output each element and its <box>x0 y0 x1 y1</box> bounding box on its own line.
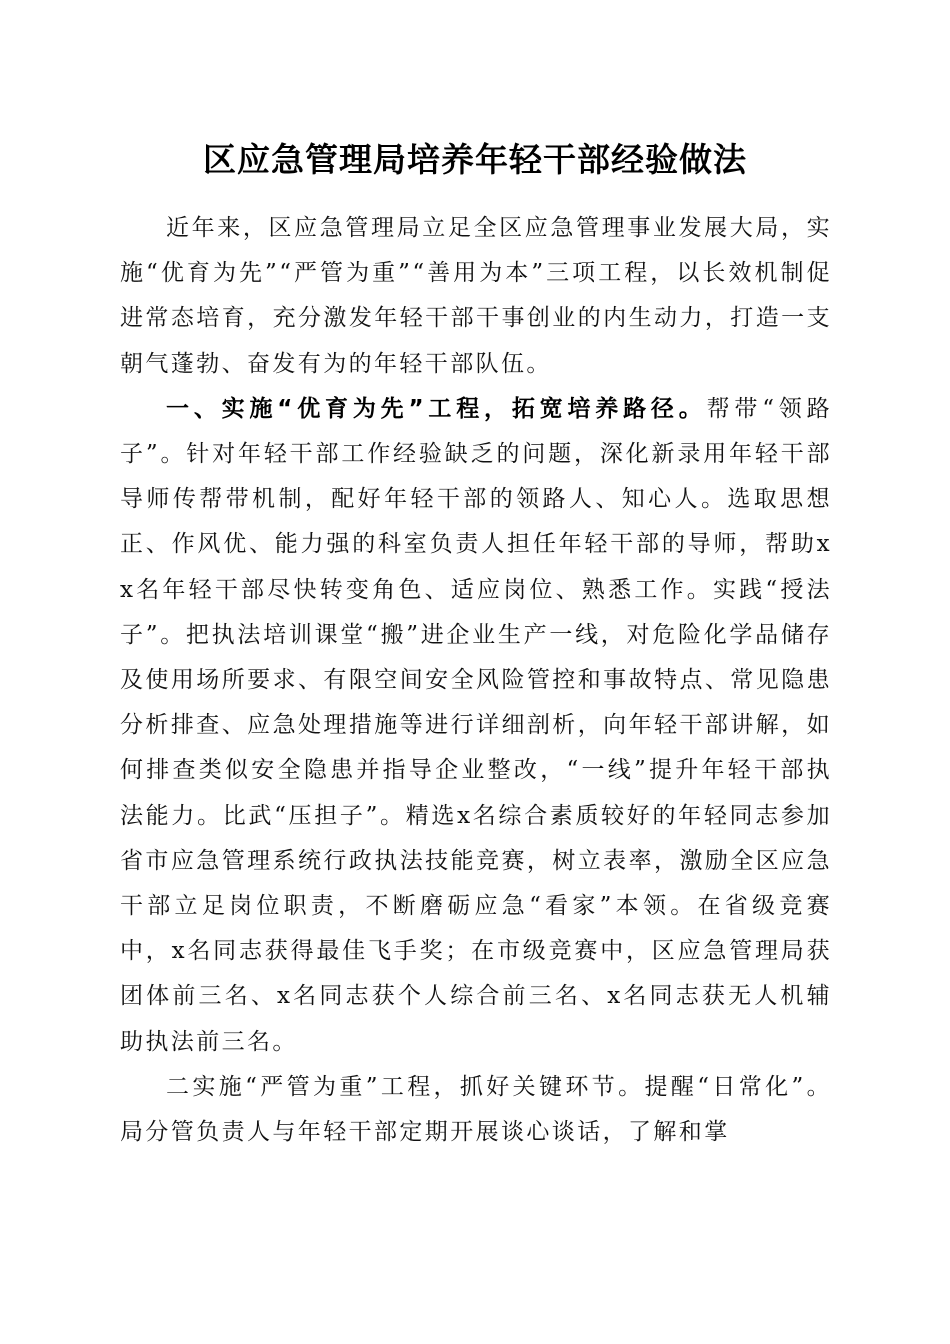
document-body <box>120 206 832 1155</box>
paragraph-lead: 一、实施“优育为先”工程，拓宽培养路径。 <box>166 395 707 422</box>
paragraph-section-2 <box>120 1065 832 1155</box>
paragraph-section-1 <box>120 387 832 1065</box>
paragraph-text: 二实施“严管为重”工程，抓好关键环节。提醒“日常化”。局分管负责人与年轻干部定期开展谈心谈话，了解和掌 <box>120 1073 832 1146</box>
paragraph-intro <box>120 206 832 387</box>
paragraph-text: 帮带“领路子”。针对年轻干部工作经验缺乏的问题，深化新录用年轻干部导师传帮带机制，配好年轻干部的领路人、知心人。选取思想正、作风优、能力强的科室负责人担任年轻干部的导师，帮助xx名年轻干部尽快转变角色、适应岗位、熟悉工作。实践“授法子”。把执法培训课堂“搬”进企业生产一线，对危险化学品储存及使用场所要求、有限空间安全风险管控和事故特点、常见隐患分析排查、应急处理措施等进行详细剖析，向年轻干部讲解，如何排查类似安全隐患并指导企业整改，“一线”提升年轻干部执法能力。比武“压担子”。精选x名综合素质较好的年轻同志参加省市应急管理系统行政执法技能竞赛，树立表率，激励全区应急干部立足岗位职责，不断磨砺应急“看家”本领。在省级竞赛中，x名同志获得最佳飞手奖；在市级竞赛中，区应急管理局获团体前三名、x名同志获个人综合前三名、x名同志获无人机辅助执法前三名。 <box>120 395 833 1055</box>
document-title: 区应急管理局培养年轻干部经验做法 <box>203 140 747 179</box>
paragraph-text: 近年来，区应急管理局立足全区应急管理事业发展大局，实施“优育为先”“严管为重”“善用为本”三项工程，以长效机制促进常态培育，充分激发年轻干部干事创业的内生动力，打造一支朝气蓬勃、奋发有为的年轻干部队伍。 <box>120 215 832 377</box>
